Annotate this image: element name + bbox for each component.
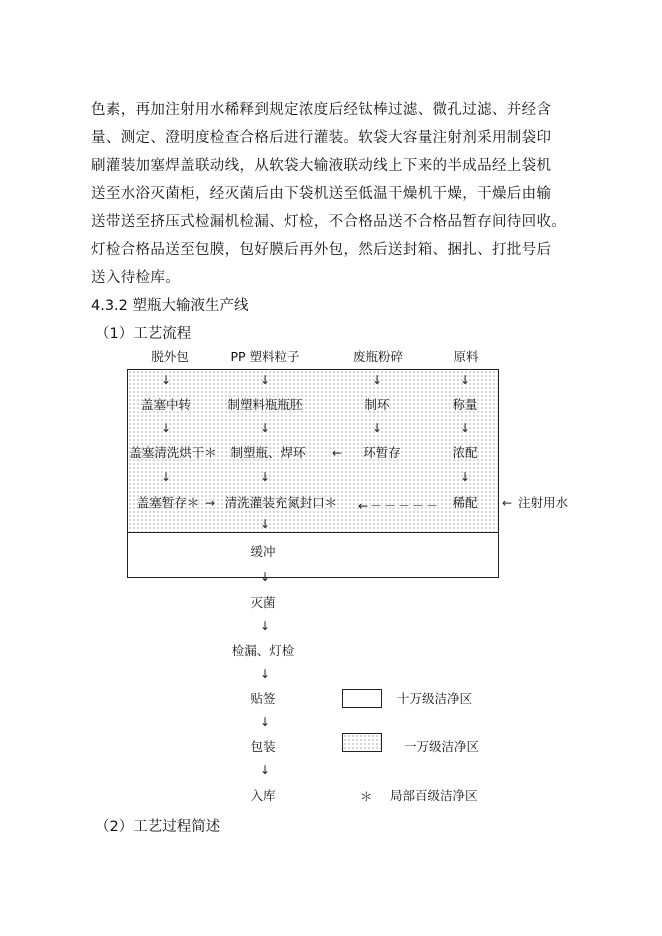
step-label: 盖塞中转 [140, 397, 192, 412]
paragraph-line: 刷灌装加塞焊盖联动线，从软袋大输液联动线上下来的半成品经上袋机 [91, 158, 552, 174]
paragraph-line: 灯检合格品送至包膜，包好膜后再外包，然后送封箱、捆扎、打批号后 [91, 242, 552, 258]
input-label: 脱外包 [151, 349, 189, 364]
legend-swatch-class-100k [342, 689, 382, 708]
arrow-down-icon: ↓ [160, 373, 172, 387]
input-label: 废瓶粉碎 [352, 349, 404, 364]
arrow-right-icon: → [204, 496, 216, 510]
step-label: 称量 [452, 397, 478, 412]
legend-swatch-class-10k [342, 733, 382, 752]
step-label: 包装 [250, 739, 276, 754]
step-label: 灭菌 [250, 595, 276, 610]
step-label: 贴签 [250, 691, 276, 706]
step-label: 环暂存 [363, 445, 401, 460]
arrow-down-icon: ↓ [160, 470, 172, 484]
step-label: 制塑料瓶瓶胚 [227, 397, 303, 412]
step-label: 盖塞暂存＊ [136, 495, 200, 510]
legend-label: 局部百级洁净区 [390, 788, 478, 803]
dashed-arrow-icon: ←－－－－－ [358, 499, 441, 513]
arrow-down-icon: ↓ [259, 570, 271, 584]
paragraph-line: 送入待检库。 [91, 270, 181, 286]
arrow-down-icon: ↓ [259, 470, 271, 484]
paragraph-line: 送至水浴灭菌柜，经灭菌后由下袋机送至低温干燥机干燥，干燥后由输 [91, 186, 552, 202]
subheading-process-flow: （1）工艺流程 [95, 326, 192, 342]
step-label: 盖塞清洗烘干＊ [129, 445, 217, 460]
arrow-down-icon: ↓ [259, 763, 271, 777]
legend-star-icon: ＊ [360, 789, 373, 804]
step-label: 清洗灌装充氮封口＊ [224, 495, 338, 510]
arrow-left-icon: ← [331, 446, 343, 460]
step-label: 检漏、灯检 [231, 643, 295, 658]
step-label: 入库 [250, 788, 276, 803]
input-label: 原料 [453, 349, 479, 364]
input-label: PP 塑料粒子 [230, 349, 300, 364]
arrow-down-icon: ↓ [160, 421, 172, 435]
arrow-down-icon: ↓ [259, 517, 271, 531]
paragraph-line: 色素，再加注射用水稀释到规定浓度后经钛棒过滤、微孔过滤、并经含 [91, 102, 552, 118]
step-label-buffer: 缓冲 [250, 544, 276, 559]
arrow-down-icon: ↓ [259, 619, 271, 633]
arrow-down-icon: ↓ [259, 373, 271, 387]
paragraph-line: 量、测定、澄明度检查合格后进行灌装。软袋大容量注射剂采用制袋印 [91, 130, 552, 146]
class-100k-zone [127, 532, 499, 578]
arrow-down-icon: ↓ [459, 373, 471, 387]
arrow-down-icon: ↓ [259, 667, 271, 681]
step-label: 浓配 [452, 445, 478, 460]
step-label: 稀配 [452, 495, 478, 510]
step-label: 制塑瓶、焊环 [230, 445, 306, 460]
arrow-down-icon: ↓ [459, 421, 471, 435]
section-heading: 4.3.2 塑瓶大输液生产线 [91, 298, 249, 314]
arrow-left-icon: ← [501, 496, 513, 510]
arrow-down-icon: ↓ [259, 715, 271, 729]
legend-label: 十万级洁净区 [397, 691, 473, 706]
legend-label: 一万级洁净区 [404, 739, 480, 754]
subheading-process-description: （2）工艺过程简述 [95, 819, 221, 835]
arrow-down-icon: ↓ [371, 421, 383, 435]
step-label: 制环 [364, 397, 390, 412]
arrow-down-icon: ↓ [459, 470, 471, 484]
side-input-label: 注射用水 [518, 495, 569, 510]
arrow-down-icon: ↓ [371, 373, 383, 387]
arrow-down-icon: ↓ [259, 421, 271, 435]
paragraph-line: 送带送至挤压式检漏机检漏、灯检，不合格品送不合格品暂存间待回收。 [91, 214, 567, 230]
